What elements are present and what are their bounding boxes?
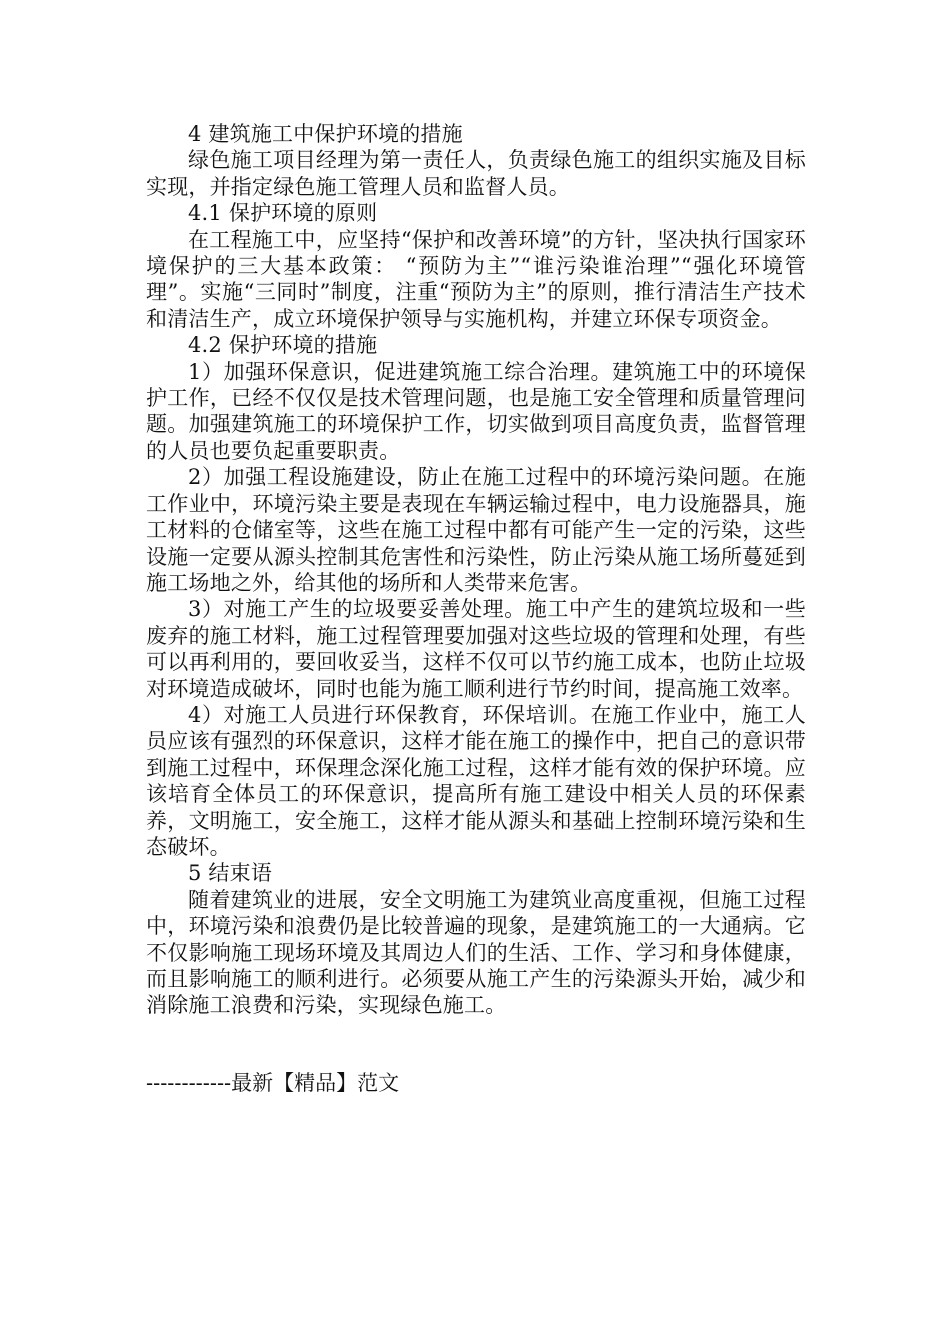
list-item: 3）对施工产生的垃圾要妥善处理。施工中产生的建筑垃圾和一些废弃的施工材料，施工过程管理要加强对这些垃圾的管理和处理，有些可以再利用的，要回收妥当，这样不仅可以节约施工成本，也防止垃圾对环境造成破坏，同时也能为施工顺利进行节约时间，提高施工效率。 bbox=[146, 597, 806, 701]
section-heading-4: 4 建筑施工中保护环境的措施 bbox=[188, 122, 463, 146]
list-item: 1）加强环保意识，促进建筑施工综合治理。建筑施工中的环境保护工作，已经不仅仅是技术管理问题，也是施工安全管理和质量管理问题。加强建筑施工的环境保护工作，切实做到项目高度负责，监督管理的人员也要负起重要职责。 bbox=[146, 359, 806, 463]
section-heading-5: 5 结束语 bbox=[188, 861, 273, 886]
paragraph: 绿色施工项目经理为第一责任人，负责绿色施工的组织实施及目标实现，并指定绿色施工管理人员和监督人员。 bbox=[146, 148, 806, 199]
subsection-heading-4-1: 4.1 保护环境的原则 bbox=[188, 201, 378, 226]
document-body bbox=[146, 121, 806, 1019]
footer-note: ------------最新【精品】范文 bbox=[146, 1071, 400, 1095]
list-item: 2）加强工程设施建设，防止在施工过程中的环境污染问题。在施工作业中，环境污染主要是表现在车辆运输过程中，电力设施器具，施工材料的仓储室等，这些在施工过程中都有可能产生一定的污染，这些设施一定要从源头控制其危害性和污染性，防止污染从施工场所蔓延到施工场地之外，给其他的场所和人类带来危害。 bbox=[146, 465, 806, 595]
paragraph: 随着建筑业的进展，安全文明施工为建筑业高度重视，但施工过程中，环境污染和浪费仍是比较普遍的现象，是建筑施工的一大通病。它不仅影响施工现场环境及其周边人们的生活、工作、学习和身体健康，而且影响施工的顺利进行。必须要从施工产生的污染源头开始，减少和消除施工浪费和污染，实现绿色施工。 bbox=[146, 887, 806, 1018]
paragraph: 在工程施工中，应坚持“保护和改善环境”的方针，坚决执行国家环境保护的三大基本政策： “预防为主”“谁污染谁治理”“强化环境管理”。实施“三同时”制度，注重“预防为主”的原则，推行清洁生产技术和清洁生产，成立环境保护领导与实施机构，并建立环保专项资金。 bbox=[146, 227, 806, 331]
subsection-heading-4-2: 4.2 保护环境的措施 bbox=[188, 333, 378, 358]
list-item: 4）对施工人员进行环保教育，环保培训。在施工作业中，施工人员应该有强烈的环保意识，这样才能在施工的操作中，把自己的意识带到施工过程中，环保理念深化施工过程，这样才能有效的保护环境。应该培育全体员工的环保意识，提高所有施工建设中相关人员的环保素养，文明施工，安全施工，这样才能从源头和基础上控制环境污染和生态破坏。 bbox=[146, 702, 806, 859]
